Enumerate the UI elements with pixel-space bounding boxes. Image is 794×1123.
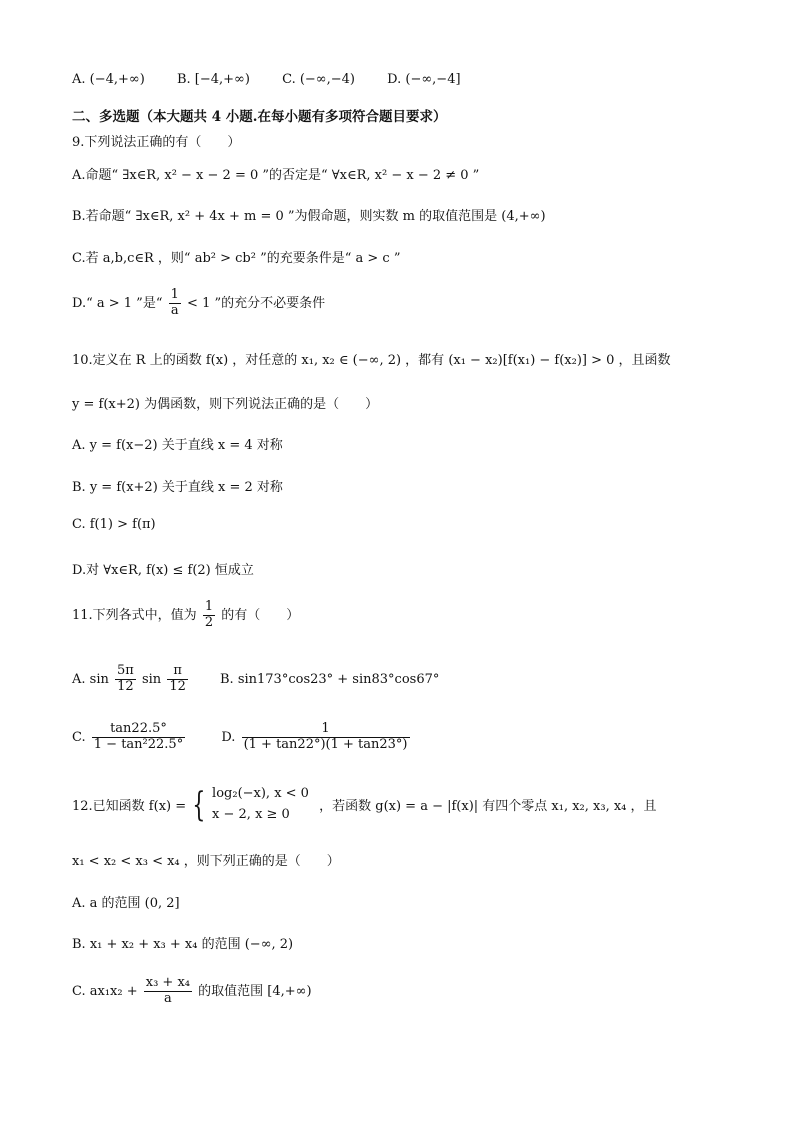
q9-option-d-fraction (169, 288, 181, 319)
q10-option-a: A. y = f(x−2) 关于直线 x = 4 对称 (72, 438, 283, 453)
q12-stem-pre: 12.已知函数 f(x) = (72, 799, 187, 815)
q11-option-d-fraction (242, 722, 410, 753)
q10-option-d: D.对 ∀x∈R, f(x) ≤ f(2) 恒成立 (72, 563, 254, 578)
q11-stem (72, 600, 299, 631)
q11-options-ab (72, 664, 439, 695)
q11-stem-fraction (203, 600, 215, 631)
q11-option-c-fraction (92, 722, 185, 753)
fraction-numerator: 1 (204, 599, 214, 614)
q12-option-b: B. x₁ + x₂ + x₃ + x₄ 的范围 (−∞, 2) (72, 937, 294, 952)
q12-stem-post: ，若函数 g(x) = a − |f(x)| 有四个零点 x₁, x₂, x₃, x₄ ，且 (319, 799, 657, 815)
q10-option-b: B. y = f(x+2) 关于直线 x = 2 对称 (72, 480, 283, 495)
q8-option-a: A. (−4,+∞) (72, 72, 145, 87)
fraction-numerator: x₃ + x₄ (145, 975, 190, 990)
q11-options-cd (72, 722, 412, 753)
fraction-denominator: a (163, 990, 172, 1006)
fraction-denominator: 12 (117, 678, 134, 694)
q9-stem: 9.下列说法正确的有（ ） (72, 135, 241, 150)
q12-option-c-pre: C. ax₁x₂ + (72, 983, 138, 999)
fraction-numerator: 1 (170, 287, 179, 302)
q11-option-b: B. sin173°cos23° + sin83°cos67° (220, 671, 440, 687)
q12-stem-line1 (72, 784, 657, 826)
q8-option-d: D. (−∞,−4] (387, 72, 461, 87)
q8-option-c: C. (−∞,−4) (282, 72, 356, 87)
fraction-denominator: 12 (169, 678, 186, 694)
q8-options-row (72, 72, 461, 87)
q11-stem-pre: 11.下列各式中，值为 (72, 607, 197, 623)
fraction-denominator: (1 + tan22°)(1 + tan23°) (243, 736, 408, 752)
q12-option-c-fraction (144, 976, 192, 1007)
q11-stem-post: 的有（ ） (221, 607, 300, 623)
q11-option-a (72, 664, 190, 695)
q11-option-a-fraction2 (167, 664, 188, 695)
q12-option-c-post: 的取值范围 [4,+∞) (198, 983, 312, 999)
fraction-numerator: π (167, 664, 188, 680)
q11-option-d-pre: D. (221, 729, 236, 745)
q9-option-d (72, 288, 325, 319)
fraction-numerator: 5π (117, 663, 134, 678)
fraction-denominator: a (170, 302, 179, 318)
q9-option-a: A.命题“ ∃x∈R, x² − x − 2 = 0 ”的否定是“ ∀x∈R, x² − x − 2 ≠ 0 ” (72, 168, 480, 183)
q12-option-c (72, 976, 312, 1007)
q9-option-d-pre: D.“ a > 1 ”是“ (72, 295, 163, 311)
q11-option-a-fraction1 (115, 664, 136, 695)
q9-option-d-post: < 1 ”的充分不必要条件 (187, 295, 326, 311)
section2-heading: 二、多选题（本大题共 4 小题.在每小题有多项符合题目要求） (72, 109, 447, 125)
fraction-numerator: tan22.5° (92, 722, 185, 738)
q10-stem-line2: y = f(x+2) 为偶函数，则下列说法正确的是（ ） (72, 397, 379, 412)
q11-option-a-mid: sin (141, 671, 162, 687)
q12-piecewise-cases (212, 784, 309, 826)
q12-case-2: x − 2, x ≥ 0 (212, 806, 290, 822)
q11-option-d (221, 722, 411, 753)
q12-case-1: log₂(−x), x < 0 (212, 786, 309, 801)
fraction-denominator: 2 (204, 614, 214, 630)
fraction-denominator: 1 − tan²22.5° (93, 736, 184, 752)
q12-stem-line2: x₁ < x₂ < x₃ < x₄ ，则下列正确的是（ ） (72, 854, 340, 869)
q8-option-b: B. [−4,+∞) (176, 72, 250, 87)
q12-option-a: A. a 的范围 (0, 2] (72, 896, 180, 911)
q10-stem-line1: 10.定义在 R 上的函数 f(x) ，对任意的 x₁, x₂ ∈ (−∞, 2) ，都有 (x₁ − x₂)[f(x₁) − f(x₂)] > 0 ，且函数 (72, 353, 671, 368)
piecewise-brace: { (192, 784, 206, 825)
q9-option-b: B.若命题“ ∃x∈R, x² + 4x + m = 0 ”为假命题，则实数 m 的取值范围是 (4,+∞) (72, 209, 546, 224)
q10-option-c: C. f(1) > f(π) (72, 517, 156, 532)
q9-option-c: C.若 a,b,c∈R ，则“ ab² > cb² ”的充要条件是“ a > c ” (72, 251, 401, 266)
q11-option-a-pre: A. sin (72, 671, 109, 687)
q11-option-c-pre: C. (72, 729, 86, 745)
q11-option-c (72, 722, 187, 753)
fraction-numerator: 1 (242, 722, 410, 738)
